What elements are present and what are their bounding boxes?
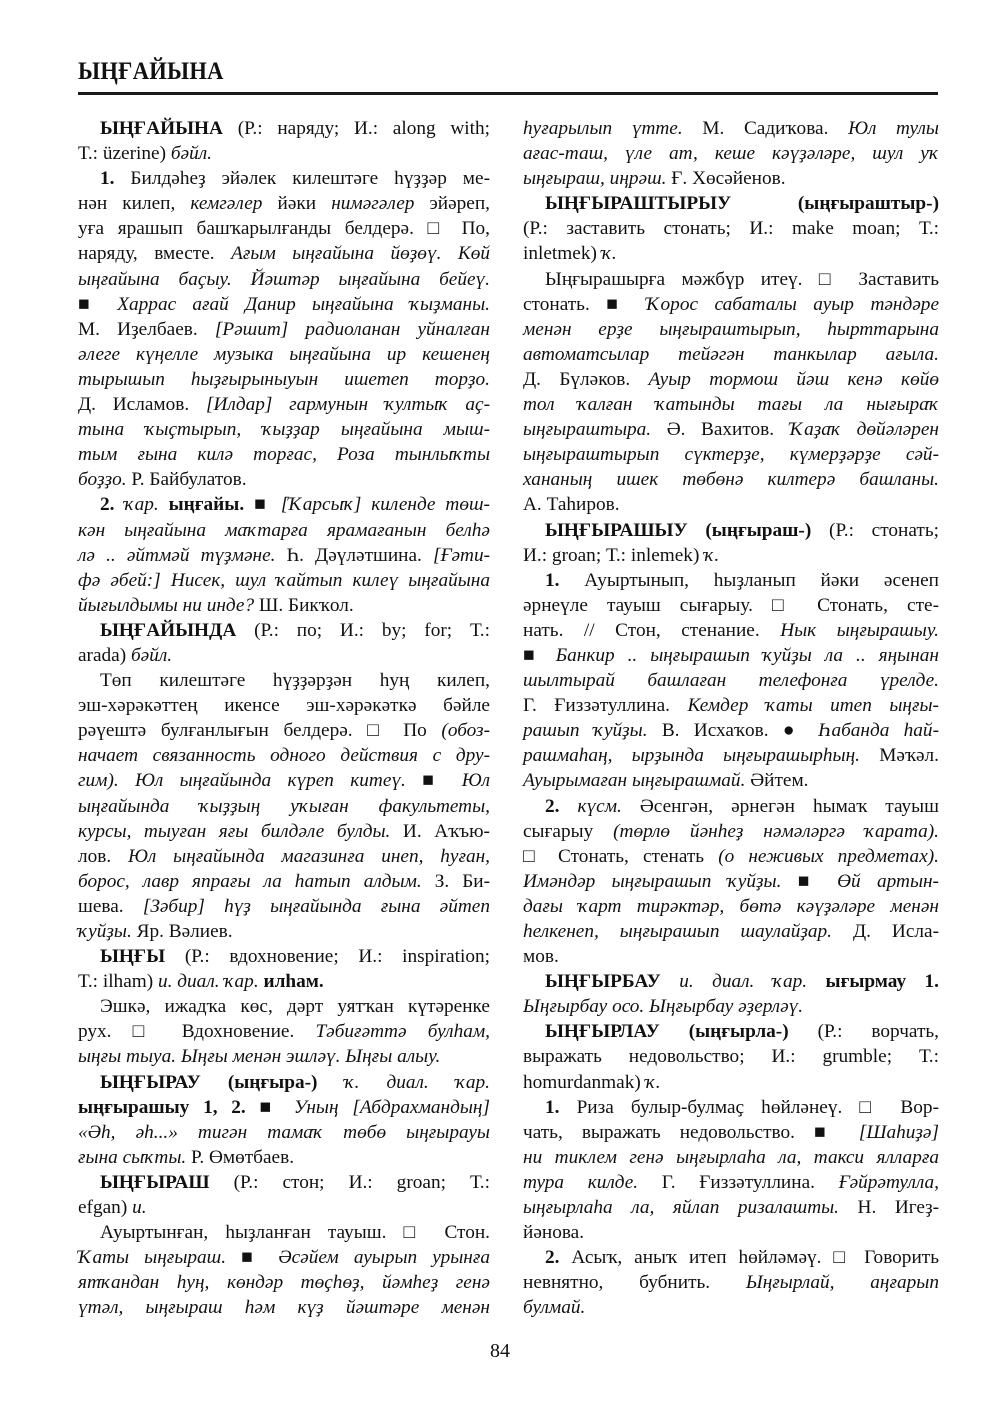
text-line: ■ Харрас ағай Данир ыңғайына ҡыҙманы. [78,293,490,315]
text-line: ЫҢҒЫРАШТЫРЫУ (ыңғыраштыр-) [545,193,939,215]
text-line: ыңғыраштырып сүктерҙе, күмерҙәрҙе сәй- [523,444,939,466]
text-line: efgan) и. [78,1197,147,1219]
text-line: дағы ҡарт тирәктәр, бөтә кәүҙәләре менән [523,895,939,917]
text-line: рашып ҡуйҙы. В. Исхаҡов. ● Һабанда һай- [523,720,939,742]
text-line: 1. Риза булыр-булмаҫ һөйләнеү. □ Вор- [545,1096,939,1118]
text-line: менән ерҙе ыңғыраштырып, һырттарына [523,318,939,340]
text-line: шылтырай башлаған телефонға үрелде. [523,670,939,692]
text-line: ыңғыраштыра. Ә. Вахитов. Ҡаҙаҡ дөйәләрен [523,419,939,441]
text-line: М. Иҙелбаев. [Рәшит] радиоланан уйналған [78,318,490,340]
text-line: йәнова. [523,1222,585,1244]
text-line: әлеге күңелле музыка ыңғайына ир кешенең [78,343,490,365]
text-line: нать. // Стон, стенание. Нык ыңғырашыу. [523,619,939,641]
text-line: inletmek) ҡ. [523,243,617,265]
text-line: лов. Юл ыңғайында магазинға инеп, һуған, [78,845,490,867]
text-line: □ Стонать, стенать (о неживых предметах). [523,845,939,867]
text-line: йығылдымы ни инде? Ш. Бикҡол. [78,594,354,616]
text-line: Д. Исламов. [Илдар] гармунын ҡултыҡ аҫ- [78,394,490,416]
text-line: ЫҢҒЫРБАУ и. диал. ҡар. ығырмау 1. [545,971,940,993]
text-line: тырышып һыҙғырыныуын ишетеп торҙо. [78,368,490,390]
text-line: Ыңғырашырға мәжбүр итеү. □ Заставить [545,268,939,290]
text-line: 1. Ауыртынып, һыҙланып йәки әсенеп [545,569,939,591]
text-line: шева. [Зәбир] һүҙ ыңғайында ғына әйтеп [78,895,491,917]
text-line: рәүештә булғанлығын белдерә. □ По (обоз- [78,720,490,742]
text-line: ЫҢҒЫРАШ (Р.: стон; И.: groan; Т.: [100,1171,490,1193]
text-line: 2. Асыҡ, аныҡ итеп һөйләмәү. □ Говорить [545,1247,939,1269]
text-line: «Әһ, әһ...» тигән тамаҡ төбө ыңғырауы [78,1121,490,1143]
text-line: ЫҢҒЫРАШЫУ (ыңғыраш-) (Р.: стонать; [545,519,940,541]
page-number: 84 [490,1340,510,1362]
text-line: невнятно, бубнить. Ыңғырлай, аңғарып [523,1272,939,1294]
text-line: ыңғы тыуа. Ыңғы менән эшләү. Ыңғы алыу. [78,1046,441,1068]
text-line: лә .. әйтмәй түҙмәне. Һ. Дәүләтшина. [Ғәти- [78,544,490,566]
text-line: Ауырымаған ыңғырашмай. Әйтем. [523,770,809,792]
text-line: нән килеп, кемгәлер йәки нимәгәлер эйәреп, [78,193,491,215]
text-line: уға ярашып башҡарылғанды белдерә. □ По, [78,218,490,240]
text-line: наряду, вместе. Ағым ыңғайына йөҙөү. Көй [78,243,490,265]
text-line: кән ыңғайына маҡтарға ярамағанын белһә [78,519,490,541]
text-line: Т.: üzerine) бәйл. [78,143,212,165]
text-line: боҙҙо. Р. Байбулатов. [78,469,247,491]
text-line: ЫҢҒЫРЛАУ (ыңғырла-) (Р.: ворчать, [545,1021,939,1043]
text-line: гим). Юл ыңғайында күреп китеү. ■ Юл [78,770,490,792]
text-line: мов. [523,946,559,968]
text-line: стонать. ■ Ҡорос сабаталы ауыр тәндәре [523,293,939,315]
text-line: үтәл, ыңғыраш һәм күҙ йәштәре менән [78,1297,490,1319]
text-line: ЫҢҒЫ (Р.: вдохновение; И.: inspiration; [100,946,490,968]
text-line: Ыңғырбау осо. Ыңғырбау әҙерләү. [523,996,804,1018]
text-line: Эшкә, ижадҡа көс, дәрт уятҡан күтәренке [100,996,490,1018]
text-line: 1. Билдәһеҙ эйәлек килештәге һүҙҙәр ме- [100,168,490,190]
text-line: ятҡандан һуң, көндәр төҫһөҙ, йәмһеҙ генә [78,1272,490,1294]
text-line: А. Таһиров. [523,494,620,516]
text-line: ЫҢҒАЙЫНА (Р.: наряду; И.: along with; [100,118,490,139]
running-head: ЫҢҒАЙЫНА [78,58,224,85]
text-line: Имәндәр ыңғырашып ҡуйҙы. ■ Өй артын- [523,870,939,892]
text-line: тына ҡыҫтырып, ҡыҙҙар ыңғайына мыш- [78,419,490,441]
text-line: тым ғына килә торғас, Роза тынлыҡты [78,444,490,466]
text-line: Төп килештәге һүҙҙәрҙән һуң килеп, [100,670,490,692]
text-line: булмай. [523,1297,586,1319]
text-line: ыңғырашыу 1, 2. ■ Уның [Абдрахмандың] [78,1096,490,1118]
text-line: әрнеүле тауыш сығарыу. □ Стонать, сте- [523,594,939,616]
header-rule [78,92,938,95]
text-line: ни тиклем генә ыңғырлаһа ла, такси ялларға [523,1146,939,1168]
text-line: тура килде. Г. Ғиззәтуллина. Ғәйрәтулла, [523,1171,939,1193]
right-column [523,116,939,1321]
text-line: ыңғайына баҫыу. Йәштәр ыңғайына бейеү. [78,268,490,290]
text-line: Г. Ғиззәтуллина. Кемдер ҡаты итеп ыңғы- [523,695,939,717]
text-line: 2. ҡар. ыңғайы. ■ [Ҡарсыҡ] киленде төш- [100,494,490,516]
text-line: начает связанность одного действия с дру- [78,745,490,767]
text-line: И.: groan; Т.: inlemek) ҡ. [523,544,720,566]
left-column [78,116,490,1321]
text-line: ғына сыҡты. Р. Өмөтбаев. [78,1146,295,1168]
text-line: ыңғайында ҡыҙҙың уҡыған факультеты, [78,795,490,817]
text-line: ЫҢҒЫРАУ (ыңғыра-) ҡ. диал. ҡар. [100,1071,490,1093]
text-line: рух. □ Вдохновение. Тәбиғәттә булһам, [78,1021,490,1043]
text-line: автоматсылар тейәгән танкылар ағыла. [523,343,939,365]
text-line: борос, лавр япрағы ла һатып алдым. З. Би- [78,870,491,892]
text-line: 2. күсм. Әсенгән, әрнегән һымаҡ тауыш [545,795,939,817]
text-line: Т.: ilham) и. диал. ҡар. илһам. [78,971,324,993]
text-line: ағас-таш, үле ат, кеше кәүҙәләре, шул уҡ [523,143,939,165]
text-line: рашмаһаң, ырҙында ыңғырашырһың. Мәҡәл. [523,745,939,767]
text-line: эш-хәрәкәттең икенсе эш-хәрәкәткә бәйле [78,695,490,717]
text-line: ЫҢҒАЙЫНДА (Р.: по; И.: by; for; Т.: [100,619,490,641]
text-line: курсы, тыуған яғы билдәле булды. И. Аҡъю- [78,820,490,842]
text-line: homurdanmak) ҡ. [523,1071,661,1093]
text-line: чать, выражать недовольство. ■ [Шаһиҙә] [523,1121,939,1143]
text-line: һелкенеп, ыңғырашып шаулайҙар. Д. Исла- [523,921,940,942]
text-line: arada) бәйл. [78,644,173,666]
text-line: Ҡаты ыңғыраш. ■ Әсәйем ауырып урынға [78,1247,490,1269]
text-line: фә әбей:] Нисек, шул ҡайтып килеү ыңғайына [78,569,490,591]
text-line: выражать недовольство; И.: grumble; Т.: [523,1046,939,1068]
text-line: ҡуйҙы. Яр. Вәлиев. [78,921,233,942]
text-line: тол ҡалған ҡатынды тағы ла нығыраҡ [523,394,939,416]
text-line: сығарыу (төрлө йәнһеҙ нәмәләргә ҡарата). [523,820,939,842]
text-line: Д. Бүләков. Ауыр тормош йәш кенә көйө [523,368,939,390]
text-line: (Р.: заставить стонать; И.: make moan; Т.: [523,218,939,240]
text-line: Ауыртынған, һыҙланған тауыш. □ Стон. [100,1222,490,1244]
text-line: һуғарылып үтте. М. Садиҡова. Юл тулы [523,118,939,139]
text-line: ыңғырлаһа ла, яйлап ризалашты. Н. Игеҙ- [523,1197,939,1219]
text-line: ыңғыраш, иңрәш. Ғ. Хөсәйенов. [523,168,786,190]
text-line: хананың ишек төбөнә килтерә башланы. [523,469,939,491]
text-line: ■ Банкир .. ыңғырашып ҡуйҙы ла .. яңынан [523,644,939,666]
